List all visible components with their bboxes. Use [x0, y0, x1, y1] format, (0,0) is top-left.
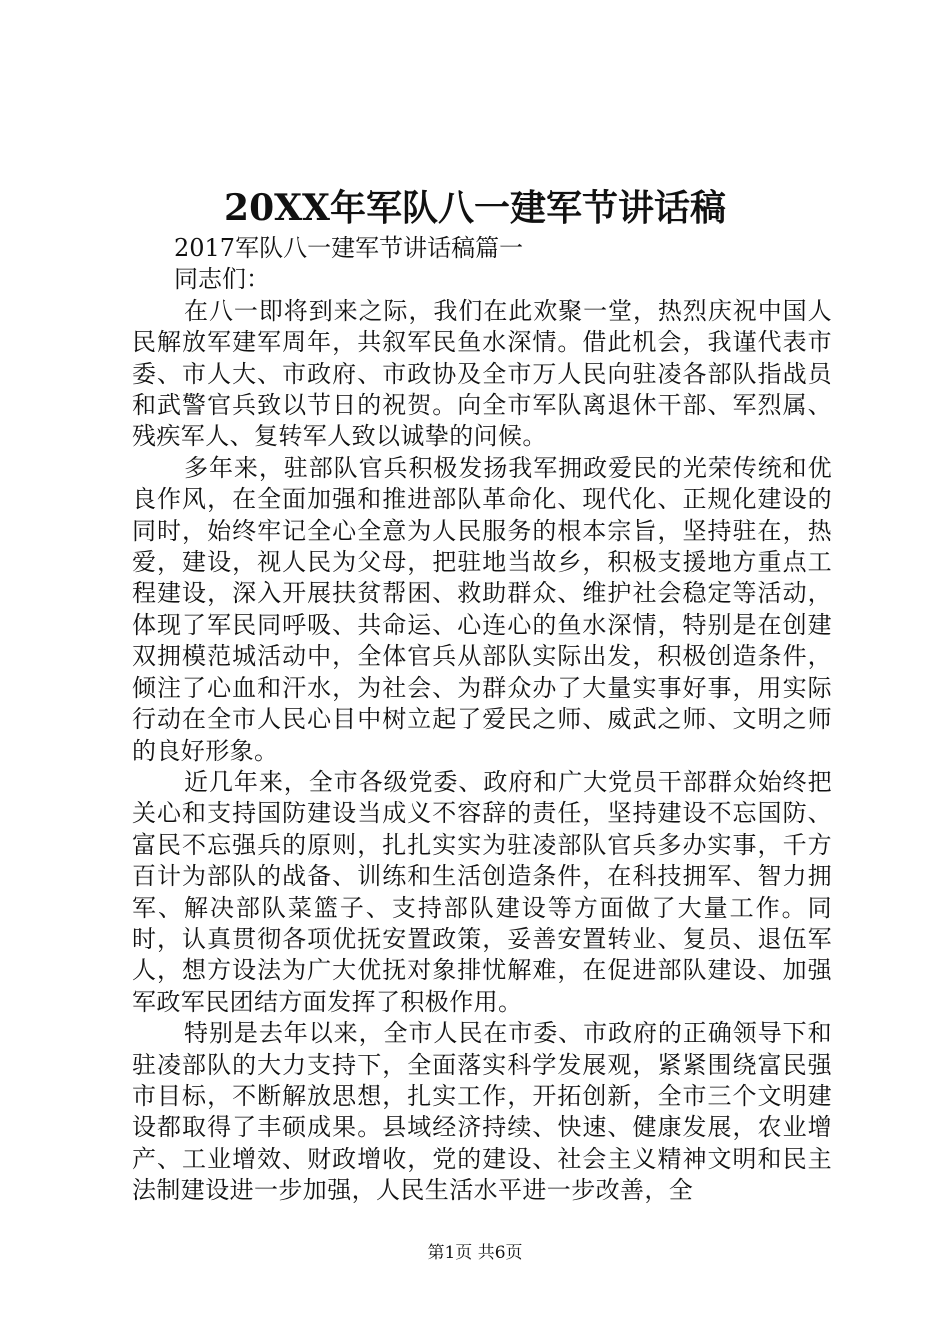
paragraph-2: 多年来，驻部队官兵积极发扬我军拥政爱民的光荣传统和优良作风，在全面加强和推进部队革命化、现代化、正规化建设的同时，始终牢记全心全意为人民服务的根本宗旨，坚持驻在，热爱，建设，视人民为父母，把驻地当故乡，积极支援地方重点工程建设，深入开展扶贫帮困、救助群众、维护社会稳定等活动，体现了军民同呼吸、共命运、心连心的鱼水深情，特别是在创建双拥模范城活动中，全体官兵从部队实际出发，积极创造条件，倾注了心血和汗水，为社会、为群众办了大量实事好事，用实际行动在全市人民心目中树立起了爱民之师、威武之师、文明之师的良好形象。	[132, 453, 832, 765]
salutation: 同志们：	[174, 265, 270, 294]
page-number: 第1页 共6页	[427, 1243, 523, 1263]
document-subtitle: 2017军队八一建军节讲话稿篇一	[174, 234, 524, 262]
document-title: 20XX年军队八一建军节讲话稿	[224, 187, 726, 229]
paragraph-1: 在八一即将到来之际，我们在此欢聚一堂，热烈庆祝中国人民解放军建军周年，共叙军民鱼水深情。借此机会，我谨代表市委、市人大、市政府、市政协及全市万人民向驻凌各部队指战员和武警官兵致以节日的祝贺。向全市军队离退休干部、军烈属、残疾军人、复转军人致以诚挚的问候。	[132, 296, 832, 451]
paragraph-3: 近几年来，全市各级党委、政府和广大党员干部群众始终把关心和支持国防建设当成义不容辞的责任，坚持建设不忘国防、富民不忘强兵的原则，扎扎实实为驻凌部队官兵多办实事，千方百计为部队的战备、训练和生活创造条件，在科技拥军、智力拥军、解决部队菜篮子、支持部队建设等方面做了大量工作。同时，认真贯彻各项优抚安置政策，妥善安置转业、复员、退伍军人，想方设法为广大优抚对象排忧解难，在促进部队建设、加强军政军民团结方面发挥了积极作用。	[132, 767, 832, 1016]
document-body	[132, 233, 832, 1207]
paragraph-4: 特别是去年以来，全市人民在市委、市政府的正确领导下和驻凌部队的大力支持下，全面落实科学发展观，紧紧围绕富民强市目标，不断解放思想，扎实工作，开拓创新，全市三个文明建设都取得了丰硕成果。县域经济持续、快速、健康发展，农业增产、工业增效、财政增收，党的建设、社会主义精神文明和民主法制建设进一步加强，人民生活水平进一步改善，全	[132, 1019, 832, 1205]
